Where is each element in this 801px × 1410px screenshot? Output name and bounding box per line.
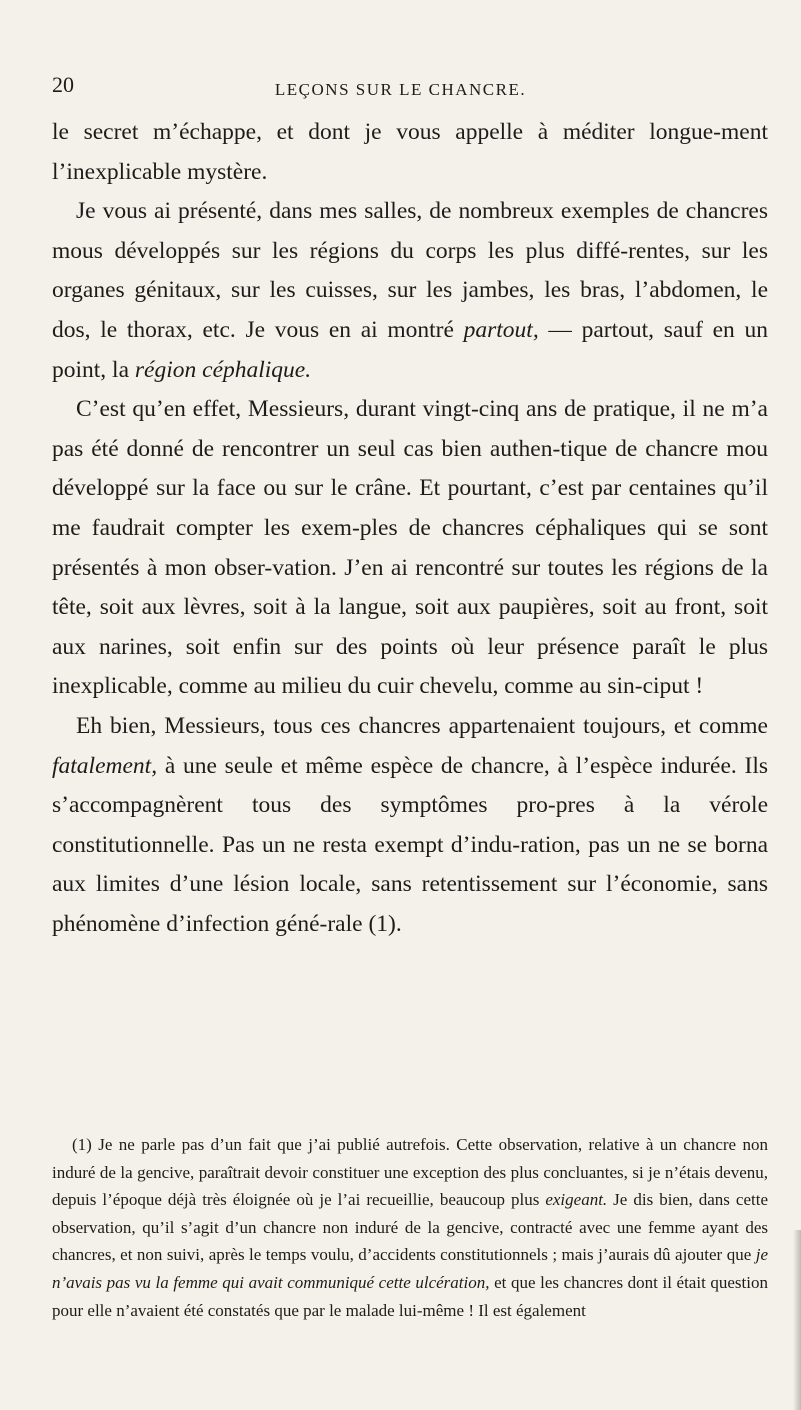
paragraph-3 [52, 390, 768, 707]
paragraph-2-emphasis-1: partout, [463, 316, 539, 343]
body-text [52, 113, 768, 944]
paragraph-2-text-b: — partout, sauf en un point, la [52, 316, 768, 383]
footnote-emphasis-2: je n’avais pas vu la femme qui avait communiqué cette ulcération, [52, 1245, 768, 1292]
paragraph-2-text-a: Je vous ai présenté, dans mes salles, de nombreux exemples de chancres mous développés sur les régions du corps les plus diffé-rentes, sur les organes génitaux, sur les cuisses, sur les jambes, les bras, l’abdomen, le dos, le thorax, etc. Je vous en ai montré [52, 198, 768, 343]
page-number: 20 [52, 72, 74, 97]
paragraph-2-emphasis-2: région céphalique. [134, 356, 312, 383]
paragraph-2 [52, 192, 768, 390]
running-head: LEÇONS SUR LE CHANCRE. [274, 80, 527, 99]
footnote-emphasis-1: exigeant. [545, 1190, 608, 1210]
footnote-text-a: (1) Je ne parle pas d’un fait que j’ai publié autrefois. Cette observation, relative à un chancre non induré de la gencive, paraîtrait devoir constituer une exception des plus concluantes, si je n’étais devenu, depuis l’époque déjà très éloignée où je l’ai recueillie, beaucoup plus [52, 1135, 768, 1210]
scan-edge-shadow [793, 1230, 801, 1410]
paragraph-4-emphasis: fatalement, [52, 752, 158, 779]
footnotes [52, 1131, 768, 1324]
paragraph-4 [52, 707, 768, 945]
paragraph-1-text: le secret m’échappe, et dont je vous appelle à méditer longue-ment l’inexplicable mystère. [52, 119, 768, 185]
footnote-text-c: et que les chancres dont il était question pour elle n’avaient été constatés que par le malade lui-même ! Il est également [52, 1272, 768, 1320]
footnote-1 [52, 1131, 768, 1324]
paragraph-3-text: C’est qu’en effet, Messieurs, durant vingt-cinq ans de pratique, il ne m’a pas été donné de rencontrer un seul cas bien authen-tique de chancre mou développé sur la face ou sur le crâne. Et pourtant, c’est par centaines qu’il me faudrait compter les exem-ples de chancres céphaliques qui se sont présentés à mon obser-vation. J’en ai rencontré sur toutes les régions de la tête, soit aux lèvres, soit à la langue, soit aux paupières, soit au front, soit aux narines, soit enfin sur des points où leur présence paraît le plus inexplicable, comme au milieu du cuir chevelu, comme au sin-ciput ! [52, 396, 768, 700]
paragraph-4-text-a: Eh bien, Messieurs, tous ces chancres appartenaient toujours, et comme [76, 712, 768, 739]
paragraph-4-text-b: à une seule et même espèce de chancre, à l’espèce indurée. Ils s’accompagnèrent tous des symptômes pro-pres à la vérole constitutionnelle. Pas un ne resta exempt d’indu-ration, pas un ne se borna aux limites d’une lésion locale, sans retentissement sur l’économie, sans phénomène d’infection géné-rale (1). [52, 752, 768, 937]
footnote-text-b: Je dis bien, dans cette observation, qu’il s’agit d’un chancre non induré de la gencive, contracté avec une femme ayant des chancres, et non suivi, après le temps voulu, d’accidents constitutionnels ; mais j’aurais dû ajouter que [52, 1190, 768, 1265]
paragraph-1 [52, 113, 768, 192]
